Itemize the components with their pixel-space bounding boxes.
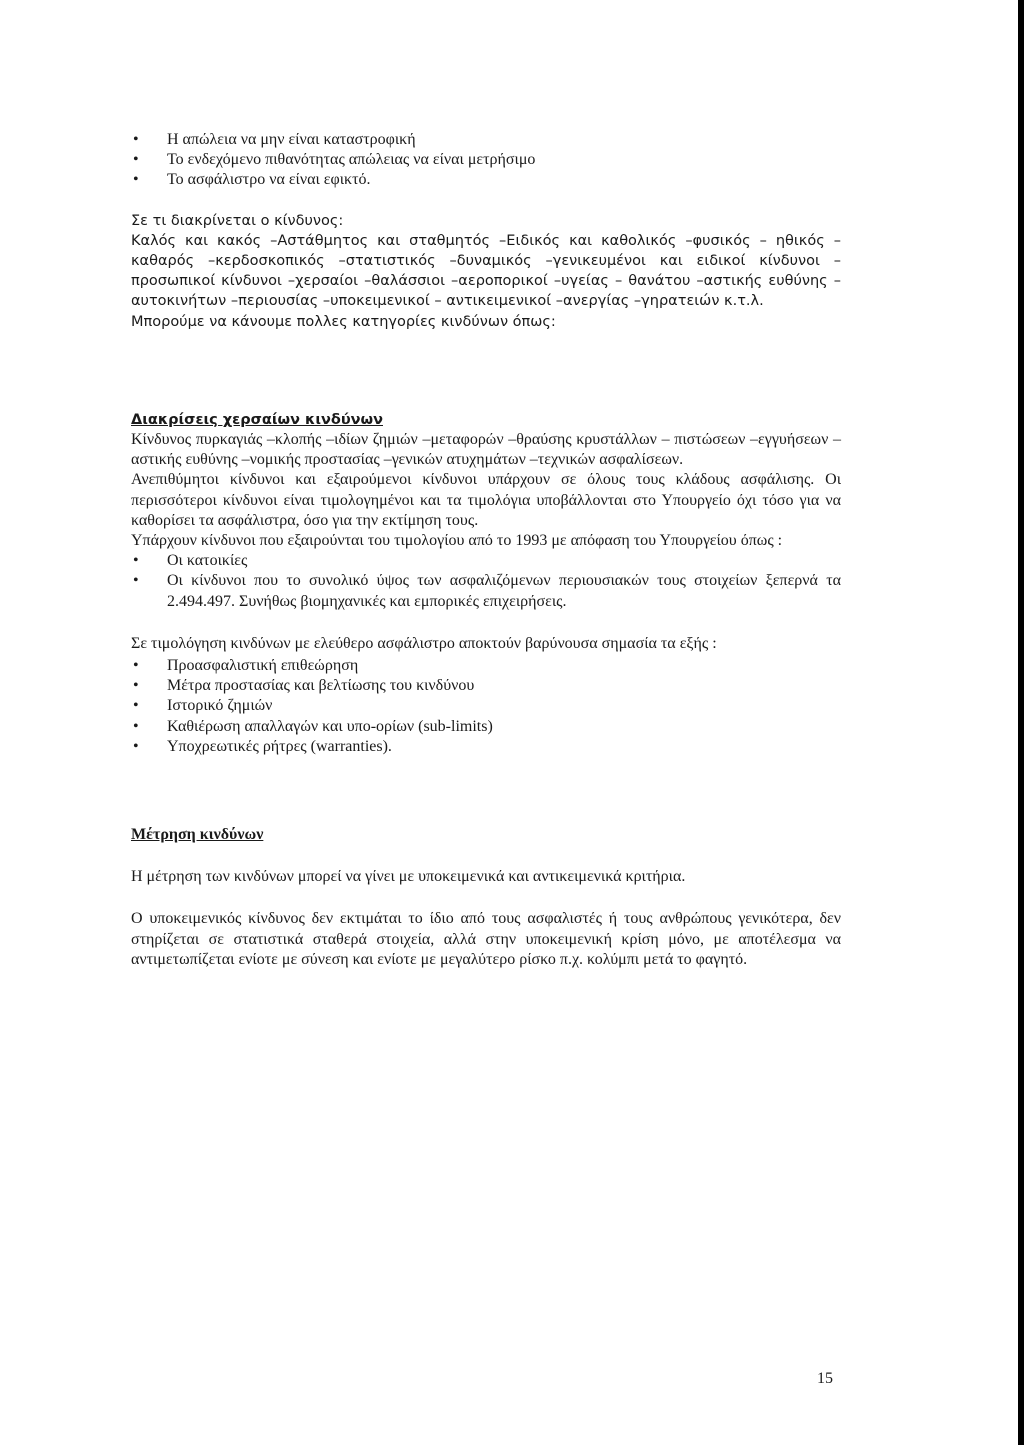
list-item: • Καθιέρωση απαλλαγών και υπο-ορίων (sub-limits) bbox=[131, 717, 841, 737]
list-item: • Μέτρα προστασίας και βελτίωσης του κινδύνου bbox=[131, 676, 841, 696]
land-risks-paragraph: Ανεπιθύμητοι κίνδυνοι και εξαιρούμενοι κίνδυνοι υπάρχουν σε όλους τους κλάδους ασφάλισης. Οι περισσότεροι κίνδυνοι είναι τιμολογημένοι και τα τιμολόγια υποβάλλονται στο Υπουργείο όχι τόσο για να καθορίσει τα ασφάλιστρα, όσο για την εκτίμηση τους. bbox=[131, 471, 841, 529]
distinction-question: Σε τι διακρίνεται ο κίνδυνος: bbox=[131, 212, 344, 229]
list-item: • Η απώλεια να μην είναι καταστροφική bbox=[131, 130, 841, 150]
subjective-risk-paragraph: Ο υποκειμενικός κίνδυνος δεν εκτιμάται το ίδιο από τους ασφαλιστές ή τους ανθρώπους γενικότερα, δεν στηρίζεται σε στατιστικά σταθερά στοιχεία, αλλά στην υποκειμενική κρίση μόνο, με αποτέλεσμα να αντιμετωπίζεται ενίοτε με σύνεση και ενίοτε με μεγαλύτερο ρίσκο π.χ. κολύμπι μετά το φαγητό. bbox=[131, 910, 841, 968]
measurement-heading: Μέτρηση κινδύνων bbox=[131, 826, 264, 844]
categories-intro: Μπορούμε να κάνουμε πολλες κατηγορίες κινδύνων όπως: bbox=[131, 313, 556, 330]
list-item: • Οι κατοικίες bbox=[131, 551, 841, 571]
land-risks-list: Κίνδυνος πυρκαγιάς –κλοπής –ιδίων ζημιών –μεταφορών –θραύσης κρυστάλλων – πιστώσεων –εγγυήσεων –αστικής ευθύνης –νομικής προστασίας –γενικών ατυχημάτων –τεχνικών ασφαλίσεων. bbox=[131, 431, 841, 469]
list-item: • Υποχρεωτικές ρήτρες (warranties). bbox=[131, 737, 841, 757]
measurement-paragraph: Η μέτρηση των κινδύνων μπορεί να γίνει με υποκειμενικά και αντικειμενικά κριτήρια. bbox=[131, 868, 686, 886]
land-risks-heading: Διακρίσεις χερσαίων κινδύνων bbox=[131, 411, 383, 428]
list-item: • Ιστορικό ζημιών bbox=[131, 696, 841, 716]
list-item: • Προασφαλιστική επιθεώρηση bbox=[131, 656, 841, 676]
list-item: • Το ασφάλιστρο να είναι εφικτό. bbox=[131, 170, 841, 190]
list-item: • Το ενδεχόμενο πιθανότητας απώλειας να είναι μετρήσιμο bbox=[131, 150, 841, 170]
page-number: 15 bbox=[817, 1370, 833, 1387]
excluded-risks-paragraph: Υπάρχουν κίνδυνοι που εξαιρούνται του τιμολογίου από το 1993 με απόφαση του Υπουργείου όπως : bbox=[131, 532, 783, 550]
list-item: • Οι κίνδυνοι που το συνολικό ύψος των ασφαλιζόμενων περιουσιακών τους στοιχείων ξεπερνά τα 2.494.497. Συνήθως βιομηχανικές και εμπορικές επιχειρήσεις. bbox=[131, 571, 841, 611]
page-content bbox=[131, 130, 841, 970]
distinction-types: Καλός και κακός –Αστάθμητος και σταθμητός –Ειδικός και καθολικός –φυσικός – ηθικός –καθαρός –κερδοσκοπικός –στατιστικός –δυναμικός –γενικευμένοι και ειδικοί κίνδυνοι –προσωπικοί κίνδυνοι –χερσαίοι –θαλάσσιοι –αεροπορικοί –υγείας – θανάτου –αστικής ευθύνης –αυτοκινήτων –περιουσίας –υποκειμενικοί – αντικειμενικοί –ανεργίας –γηρατειών κ.τ.λ. bbox=[131, 232, 841, 310]
pricing-factors-list bbox=[131, 656, 841, 757]
intro-bullet-list bbox=[131, 130, 841, 191]
excluded-risks-list bbox=[131, 551, 841, 612]
pricing-intro: Σε τιμολόγηση κινδύνων με ελεύθερο ασφάλιστρο αποκτούν βαρύνουσα σημασία τα εξής : bbox=[131, 634, 717, 652]
